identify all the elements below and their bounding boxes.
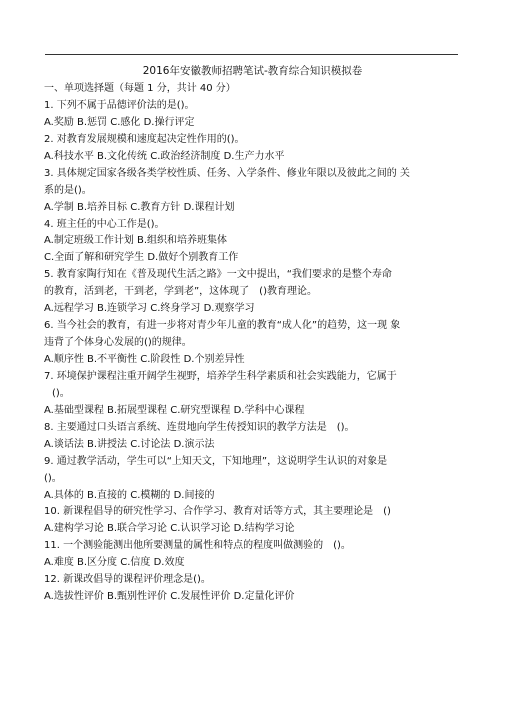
question-3: 3. 具体规定国家各级各类学校性质、任务、入学条件、修业年限以及彼此之间的 关: [44, 167, 410, 179]
question-11: 11. 一个测验能测出他所要测量的属性和特点的程度叫做测验的 ()。: [44, 540, 351, 552]
question-4: 4. 班主任的中心工作是()。: [44, 218, 165, 230]
section-heading: 一、单项选择题（每题 1 分，共计 40 分）: [44, 83, 236, 94]
question-3-continued: 系的是()。: [44, 184, 92, 196]
question-7-continued: ()。: [52, 387, 70, 399]
question-12: 12. 新课改倡导的课程评价理念是()。: [44, 574, 211, 586]
question-7-options: A.基础型课程 B.拓展型课程 C.研究型课程 D.学科中心课程: [44, 404, 305, 416]
question-4-options-ab: A.制定班级工作计划 B.组织和培养班集体: [44, 235, 228, 247]
question-5-continued: 的教育，活到老，干到老，学到老”，这体现了 ()教育理论。: [44, 286, 317, 298]
document-body: [44, 82, 464, 607]
question-3-options: A.学制 B.培养目标 C.教育方针 D.课程计划: [44, 201, 235, 213]
document-title: 2016年安徽教师招聘笔试-教育综合知识模拟卷: [142, 65, 363, 77]
question-8: 8. 主要通过口头语言系统、连贯地向学生传授知识的教学方法是 ()。: [44, 421, 355, 433]
question-6: 6. 当今社会的教育，有进一步将对青少年儿童的教育“成人化”的趋势，这一现 象: [44, 320, 401, 332]
question-9-options: A.具体的 B.直接的 C.模糊的 D.间接的: [44, 489, 215, 501]
question-9-continued: ()。: [44, 472, 62, 484]
question-8-options: A.谈话法 B.讲授法 C.讨论法 D.演示法: [44, 438, 215, 450]
question-1: 1. 下列不属于品德评价法的是()。: [44, 99, 195, 111]
question-5-options: A.远程学习 B.连锁学习 C.终身学习 D.观察学习: [44, 303, 255, 315]
question-10-options: A.建构学习论 B.联合学习论 C.认识学习论 D.结构学习论: [44, 523, 295, 535]
header-rule: [45, 54, 458, 55]
question-2: 2. 对教育发展规模和速度起决定性作用的()。: [44, 133, 245, 145]
question-12-options: A.选拔性评价 B.甄别性评价 C.发展性评价 D.定量化评价: [44, 591, 295, 603]
question-7: 7. 环境保护课程注重开阔学生视野，培养学生科学素质和社会实践能力，它属于: [44, 370, 397, 382]
question-9: 9. 通过教学活动，学生可以“上知天文，下知地理”，这说明学生认识的对象是: [44, 455, 388, 467]
question-1-options: A.奖励 B.惩罚 C.感化 D.操行评定: [44, 116, 195, 128]
question-10: 10. 新课程倡导的研究性学习、合作学习、教育对话等方式，其主要理论是 (): [44, 506, 391, 518]
question-4-options-cd: C.全面了解和研究学生 D.做好个别教育工作: [44, 252, 239, 264]
question-11-options: A.难度 B.区分度 C.信度 D.效度: [44, 557, 185, 569]
question-2-options: A.科技水平 B.文化传统 C.政治经济制度 D.生产力水平: [44, 150, 285, 162]
question-6-continued: 违背了个体身心发展的()的规律。: [44, 337, 192, 349]
question-5: 5. 教育家陶行知在《普及现代生活之路》一文中提出，“我们要求的是整个寿命: [44, 269, 392, 281]
question-6-options: A.顺序性 B.不平衡性 C.阶段性 D.个别差异性: [44, 354, 245, 365]
